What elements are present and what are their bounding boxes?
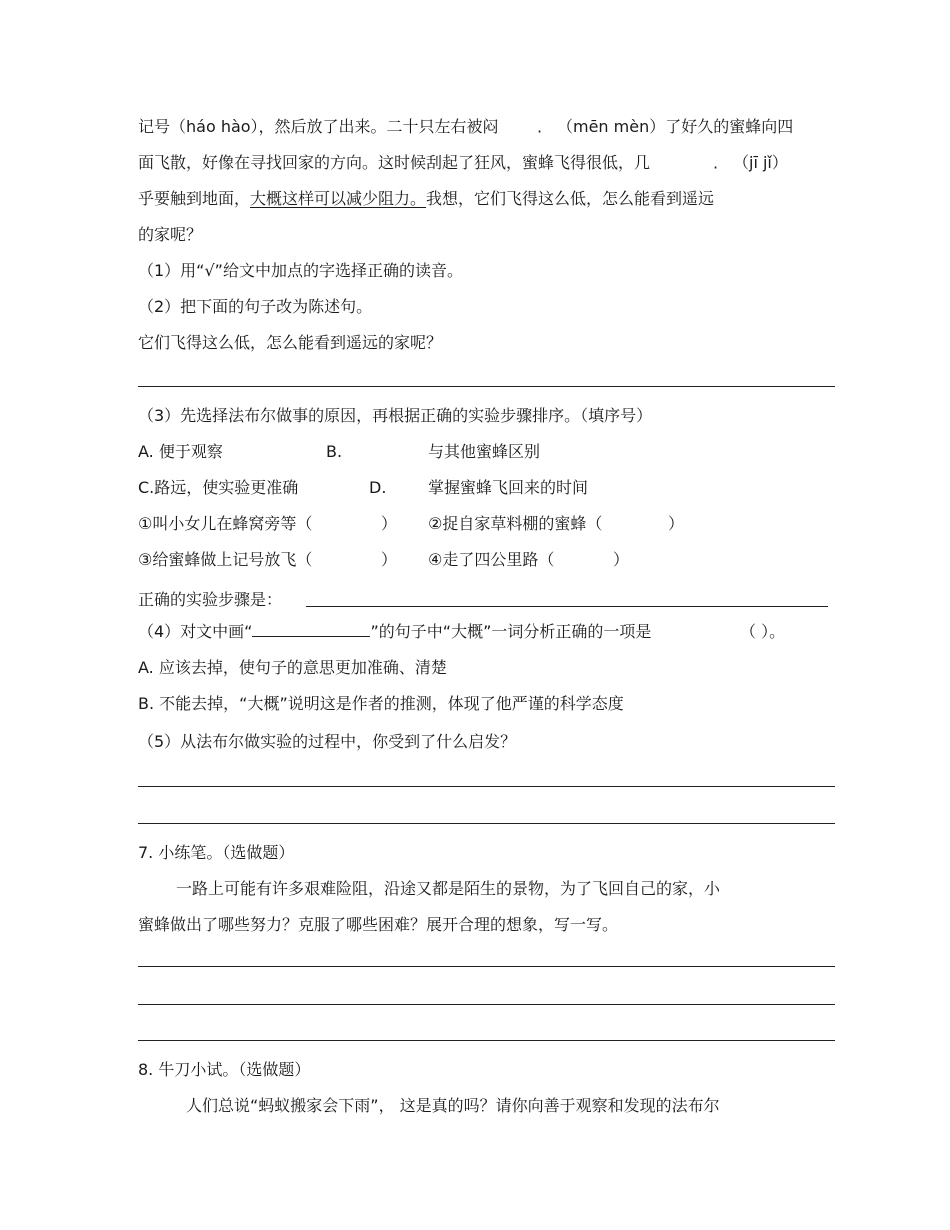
- option-d-text: 掌握蜜蜂飞回来的时间: [428, 478, 589, 497]
- step-close: ）: [613, 550, 630, 569]
- question-4: [138, 621, 651, 643]
- emphasis-dot: ·: [713, 158, 719, 177]
- option-a: A. 便于观察: [138, 442, 223, 461]
- question-4-post: ”的句子中“大概”一词分析正确的一项是: [370, 622, 652, 641]
- answer-line[interactable]: [138, 1040, 835, 1041]
- order-answer-line[interactable]: [306, 606, 828, 607]
- question-2: （2）把下面的句子改为陈述句。: [138, 297, 373, 316]
- step-close: ）: [668, 514, 685, 533]
- question-3: （3）先选择法布尔做事的原因，再根据正确的实验步骤排序。（填序号）: [138, 406, 653, 425]
- question-1: （1）用“√”给文中加点的字选择正确的读音。: [138, 261, 463, 280]
- passage-line-2b: [733, 152, 788, 174]
- option-d-label: D.: [369, 478, 387, 497]
- passage-text: （jī jǐ）: [733, 153, 788, 172]
- answer-line[interactable]: [138, 386, 835, 387]
- step-3-text: ③给蜜蜂做上记号放飞（: [138, 550, 313, 569]
- question-4-pre: （4）对文中画“: [138, 622, 253, 641]
- section-8-title: 8. 牛刀小试。（选做题）: [138, 1060, 311, 1079]
- step-close: ）: [381, 550, 398, 569]
- section-7-paragraph: 一路上可能有许多艰难险阻，沿途又都是陌生的景物，为了飞回自己的家，小: [176, 879, 721, 898]
- question-2-sentence: 它们飞得这么低，怎么能看到遥远的家呢？: [138, 333, 443, 352]
- emphasis-dot: ·: [537, 122, 543, 141]
- option-b-label: B.: [326, 442, 343, 461]
- passage-line-3: [138, 188, 714, 210]
- answer-line[interactable]: [138, 823, 835, 824]
- answer-line[interactable]: [138, 966, 835, 967]
- passage-text: 面飞散，好像在寻找回家的方向。这时候刮起了狂风，蜜蜂飞得很低，几: [138, 153, 651, 172]
- step-2-text: ②捉自家草料棚的蜜蜂（: [428, 514, 603, 533]
- question-4-answer-bracket[interactable]: （ ）。: [740, 622, 786, 641]
- passage-text: 记号（háo hào），然后放了出来。二十只左右被闷: [138, 117, 499, 136]
- option-c: C.路远，使实验更准确: [138, 478, 299, 497]
- passage-line-1: [138, 116, 499, 138]
- step-4[interactable]: [428, 549, 554, 571]
- passage-text: 乎要触到地面，: [138, 189, 251, 208]
- section-7-paragraph: 蜜蜂做出了哪些努力？克服了哪些困难？展开合理的想象，写一写。: [138, 915, 619, 934]
- step-1[interactable]: [138, 513, 312, 535]
- q4-option-b: B. 不能去掉，“大概”说明这是作者的推测，体现了他严谨的科学态度: [138, 694, 624, 713]
- answer-line[interactable]: [138, 786, 835, 787]
- step-3[interactable]: [138, 549, 312, 571]
- order-label: 正确的实验步骤是：: [138, 590, 283, 609]
- underlined-sentence: 大概这样可以减少阻力。: [250, 189, 427, 208]
- step-close: ）: [381, 514, 398, 533]
- step-2[interactable]: [428, 513, 602, 535]
- underline-blank: [252, 636, 370, 637]
- passage-line-2: [138, 152, 650, 174]
- step-4-text: ④走了四公里路（: [428, 550, 555, 569]
- passage-text: 的家呢？: [138, 225, 203, 244]
- q4-option-a: A. 应该去掉，使句子的意思更加准确、清楚: [138, 658, 447, 677]
- section-7-title: 7. 小练笔。（选做题）: [138, 843, 295, 862]
- answer-line[interactable]: [138, 1004, 835, 1005]
- option-b-text: 与其他蜜蜂区别: [428, 442, 541, 461]
- section-8-paragraph: 人们总说“蚂蚁搬家会下雨”， 这是真的吗？请你向善于观察和发现的法布尔: [186, 1096, 720, 1115]
- question-5: （5）从法布尔做实验的过程中，你受到了什么启发？: [138, 732, 517, 751]
- passage-text: （mēn mèn）了好久的蜜蜂向四: [557, 117, 794, 136]
- passage-line-4: [138, 224, 202, 246]
- passage-text: 我想，它们飞得这么低，怎么能看到遥远: [426, 189, 715, 208]
- passage-line-1b: [557, 116, 793, 138]
- step-1-text: ①叫小女儿在蜂窝旁等（: [138, 514, 313, 533]
